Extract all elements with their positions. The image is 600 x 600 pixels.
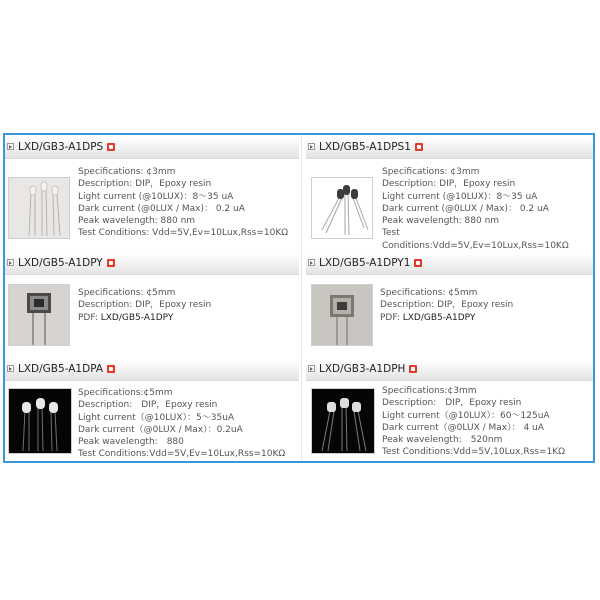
card-header bbox=[306, 360, 595, 381]
spec-line: Specifications:¢5mm bbox=[78, 388, 173, 398]
led-trio-dark-photo bbox=[9, 389, 71, 453]
spec-line: Conditions:Vdd=5V,Ev=10Lux,Rss=10KΩ bbox=[382, 240, 569, 251]
spec-line: Description: DIP，Epoxy resin bbox=[78, 179, 212, 190]
spec-line: Peak wavelength: 880 nm bbox=[382, 216, 500, 227]
spec-list bbox=[78, 387, 285, 461]
pdf-line bbox=[380, 312, 513, 324]
product-card bbox=[306, 360, 595, 463]
bullet-arrow-icon bbox=[308, 365, 315, 372]
spec-line: Dark current (@0LUX / Max)： 0.2 uA bbox=[382, 203, 549, 214]
spec-list bbox=[380, 287, 513, 324]
spec-line: Dark current（@0LUX / Max）：0.2uA bbox=[78, 424, 243, 435]
card-header bbox=[5, 360, 299, 381]
product-image[interactable] bbox=[311, 388, 375, 454]
bullet-arrow-icon bbox=[308, 143, 315, 150]
product-card bbox=[5, 360, 299, 463]
new-badge-icon bbox=[107, 259, 115, 267]
new-badge-icon bbox=[107, 365, 115, 373]
spec-list bbox=[382, 166, 569, 252]
pdf-link[interactable]: LXD/GB5-A1DPY bbox=[402, 312, 476, 323]
product-title-link[interactable] bbox=[319, 141, 423, 153]
column-divider bbox=[301, 135, 302, 461]
spec-line: Description: DIP，Epoxy resin bbox=[382, 179, 516, 190]
product-title[interactable]: LXD/GB5-A1DPA bbox=[18, 363, 104, 375]
spec-line: Test Conditions:Vdd=5V,Ev=10Lux,Rss=10KΩ bbox=[78, 449, 286, 460]
product-image[interactable] bbox=[8, 284, 70, 346]
spec-line: Peak wavelength: 880 bbox=[78, 437, 184, 448]
product-title-link[interactable] bbox=[18, 363, 115, 375]
product-card bbox=[306, 138, 595, 251]
product-title-link[interactable] bbox=[319, 363, 417, 375]
pdf-line bbox=[78, 312, 211, 324]
card-header bbox=[306, 138, 595, 159]
product-title-link[interactable] bbox=[319, 257, 422, 269]
spec-line: Description: DIP，Epoxy resin bbox=[78, 300, 212, 311]
led-trio-dark-photo bbox=[312, 389, 374, 453]
spec-line: Specifications: ¢5mm bbox=[78, 288, 176, 298]
product-title[interactable]: LXD/GB3-A1DPH bbox=[319, 363, 406, 375]
product-card bbox=[306, 254, 595, 351]
new-badge-icon bbox=[414, 259, 422, 267]
product-title-link[interactable] bbox=[18, 141, 115, 153]
new-badge-icon bbox=[409, 365, 417, 373]
spec-line: Description: DIP，Epoxy resin bbox=[380, 300, 514, 311]
spec-line: Specifications:¢3mm bbox=[382, 386, 477, 396]
product-image[interactable] bbox=[311, 284, 373, 346]
product-grid-frame bbox=[3, 133, 595, 463]
bullet-arrow-icon bbox=[7, 365, 14, 372]
spec-line: Dark current（@0LUX / Max）： 4 uA bbox=[382, 422, 544, 433]
product-card bbox=[5, 138, 299, 248]
product-title[interactable]: LXD/GB3-A1DPS bbox=[18, 141, 104, 153]
bullet-arrow-icon bbox=[7, 259, 14, 266]
bullet-arrow-icon bbox=[7, 143, 14, 150]
led-trio-clear-photo bbox=[312, 178, 372, 238]
spec-line: Specifications: ¢5mm bbox=[380, 288, 478, 298]
spec-line: Dark current (@0LUX / Max)： 0.2 uA bbox=[78, 203, 245, 214]
product-title[interactable]: LXD/GB5-A1DPY bbox=[18, 257, 103, 269]
spec-line: Peak wavelength: 520nm bbox=[382, 435, 503, 446]
spec-line: Specifications: ¢3mm bbox=[382, 167, 480, 177]
spec-line: Light current (@10LUX)：8～35 uA bbox=[78, 191, 234, 202]
new-badge-icon bbox=[107, 143, 115, 151]
spec-line: Light current (@10LUX)：8～35 uA bbox=[382, 191, 538, 202]
product-title[interactable]: LXD/GB5-A1DPS1 bbox=[319, 141, 411, 153]
square-sensor-photo bbox=[9, 285, 69, 345]
spec-list bbox=[78, 287, 211, 324]
led-trio-frosted-photo bbox=[9, 178, 69, 238]
card-header bbox=[306, 254, 595, 275]
spec-line: Specifications: ¢3mm bbox=[78, 167, 176, 177]
product-image[interactable] bbox=[8, 177, 70, 239]
spec-line: Light current（@10LUX）：60～125uA bbox=[382, 410, 550, 421]
spec-line: Peak wavelength: 880 nm bbox=[78, 216, 196, 227]
pdf-link[interactable]: LXD/GB5-A1DPY bbox=[100, 312, 174, 323]
product-title[interactable]: LXD/GB5-A1DPY1 bbox=[319, 257, 411, 269]
spec-line: Description: DIP，Epoxy resin bbox=[382, 398, 522, 409]
new-badge-icon bbox=[415, 143, 423, 151]
spec-line: Test Conditions: Vdd=5V,Ev=10Lux,Rss=10KΩ bbox=[78, 228, 289, 239]
pdf-label: PDF: bbox=[78, 312, 98, 323]
spec-line: Light current（@10LUX）：5～35uA bbox=[78, 412, 235, 423]
product-image[interactable] bbox=[8, 388, 72, 454]
spec-list bbox=[78, 166, 288, 240]
spec-line: Test bbox=[382, 228, 400, 239]
spec-line: Description: DIP，Epoxy resin bbox=[78, 400, 218, 411]
spec-line: Test Conditions:Vdd=5V,10Lux,Rss=1KΩ bbox=[382, 447, 565, 458]
product-image[interactable] bbox=[311, 177, 373, 239]
card-header bbox=[5, 138, 299, 159]
product-title-link[interactable] bbox=[18, 257, 115, 269]
product-card bbox=[5, 254, 299, 351]
square-sensor-photo bbox=[312, 285, 372, 345]
card-header bbox=[5, 254, 299, 275]
spec-list bbox=[382, 385, 565, 459]
pdf-label: PDF: bbox=[380, 312, 400, 323]
bullet-arrow-icon bbox=[308, 259, 315, 266]
